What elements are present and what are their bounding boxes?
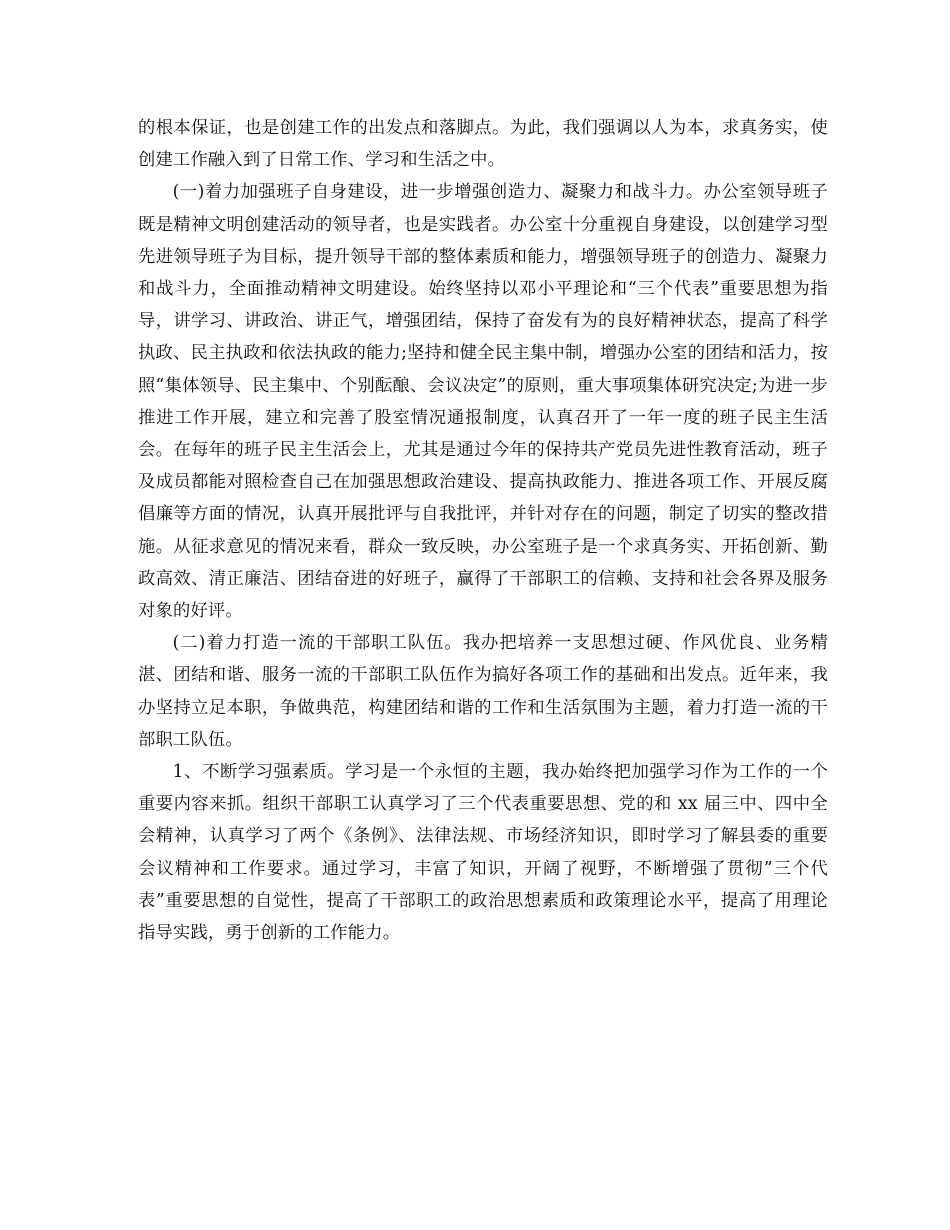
paragraph-continuation: 的根本保证，也是创建工作的出发点和落脚点。为此，我们强调以人为本，求真务实，使创建工作融入到了日常工作、学习和生活之中。 [138,118,828,171]
document-body [138,112,828,949]
paragraph-staff-team: (二)着力打造一流的干部职工队伍。我办把培养一支思想过硬、作风优良、业务精湛、团结和谐、服务一流的干部职工队伍作为搞好各项工作的基础和出发点。近年来，我办坚持立足本职，争做典范，构建团结和谐的工作和生活氛围为主题，着力打造一流的干部职工队伍。 [138,633,828,750]
paragraph-leadership-building: (一)着力加强班子自身建设，进一步增强创造力、凝聚力和战斗力。办公室领导班子既是精神文明创建活动的领导者，也是实践者。办公室十分重视自身建设，以创建学习型先进领导班子为目标，提升领导干部的整体素质和能力，增强领导班子的创造力、凝聚力和战斗力，全面推动精神文明建设。始终坚持以邓小平理论和“三个代表”重要思想为指导，讲学习、讲政治、讲正气，增强团结，保持了奋发有为的良好精神状态，提高了科学执政、民主执政和依法执政的能力;坚持和健全民主集中制，增强办公室的团结和活力，按照“集体领导、民主集中、个别酝酿、会议决定”的原则，重大事项集体研究决定;为进一步推进工作开展，建立和完善了股室情况通报制度，认真召开了一年一度的班子民主生活会。在每年的班子民主生活会上，尤其是通过今年的保持共产党员先进性教育活动，班子及成员都能对照检查自己在加强思想政治建设、提高执政能力、推进各项工作、开展反腐倡廉等方面的情况，认真开展批评与自我批评，并针对存在的问题，制定了切实的整改措施。从征求意见的情况来看，群众一致反映，办公室班子是一个求真务实、开拓创新、勤政高效、清正廉洁、团结奋进的好班子，赢得了干部职工的信赖、支持和社会各界及服务对象的好评。 [138,182,828,622]
paragraph-continuous-learning: 1、不断学习强素质。学习是一个永恒的主题，我办始终把加强学习作为工作的一个重要内容来抓。组织干部职工认真学习了三个代表重要思想、党的和 xx 届三中、四中全会精神，认真学习了两个《条例》、法律法规、市场经济知识，即时学习了解县委的重要会议精神和工作要求。通过学习，丰富了知识，开阔了视野，不断增强了贯彻”三个代表”重要思想的自觉性，提高了干部职工的政治思想素质和政策理论水平，提高了用理论指导实践，勇于创新的工作能力。 [138,762,828,944]
